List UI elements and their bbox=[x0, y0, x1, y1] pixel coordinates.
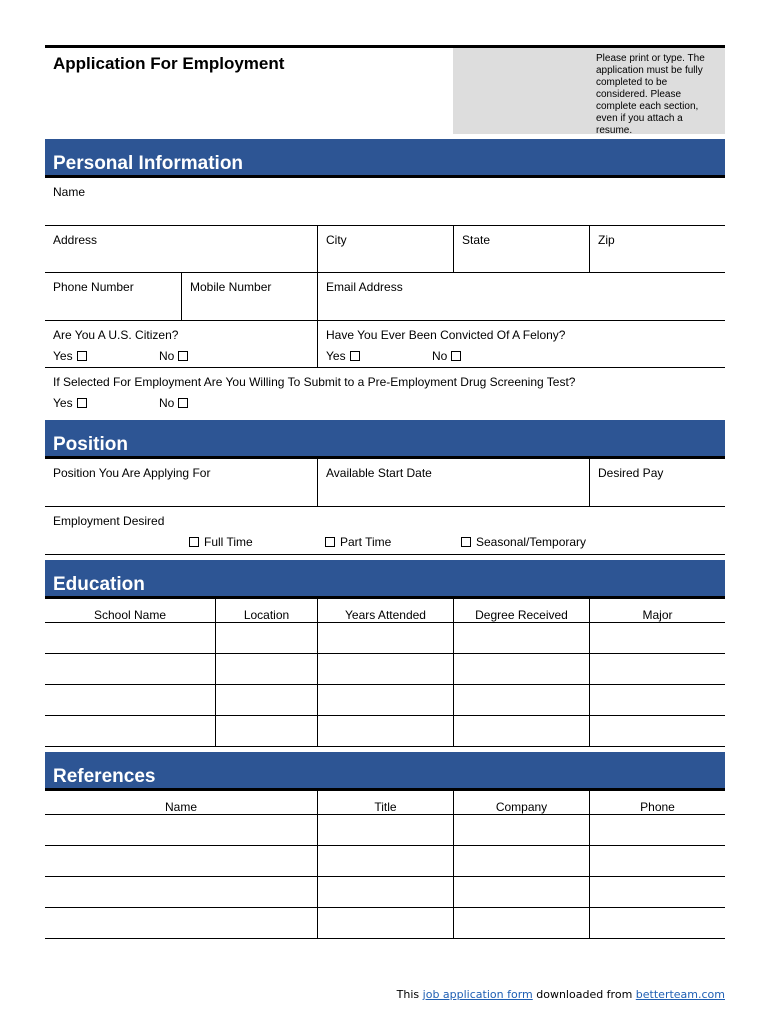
citizen-felony-row bbox=[45, 321, 725, 368]
phone-label: Phone Number bbox=[53, 280, 134, 294]
position-field[interactable] bbox=[45, 459, 317, 506]
education-row bbox=[45, 716, 725, 747]
zip-label: Zip bbox=[598, 233, 615, 247]
footer-middle: downloaded from bbox=[536, 988, 633, 1001]
education-col-major: Major bbox=[589, 599, 725, 622]
education-col-location: Location bbox=[215, 599, 317, 622]
education-row bbox=[45, 654, 725, 685]
city-label: City bbox=[326, 233, 347, 247]
address-field[interactable] bbox=[45, 226, 317, 272]
citizen-yes-option[interactable]: Yes bbox=[53, 349, 87, 363]
form-header bbox=[45, 45, 725, 134]
email-field[interactable] bbox=[317, 273, 725, 320]
name-label: Name bbox=[53, 185, 86, 199]
references-col-phone: Phone bbox=[589, 791, 725, 814]
references-header-row bbox=[45, 791, 725, 815]
citizen-no-option[interactable]: No bbox=[159, 349, 188, 363]
education-row bbox=[45, 623, 725, 654]
citizen-label: Are You A U.S. Citizen? bbox=[53, 328, 179, 342]
citizen-question bbox=[45, 321, 317, 367]
start-date-label: Available Start Date bbox=[326, 466, 432, 480]
drug-no-checkbox[interactable] bbox=[178, 398, 188, 408]
reference-row bbox=[45, 877, 725, 908]
part-time-checkbox[interactable] bbox=[325, 537, 335, 547]
felony-no-option[interactable]: No bbox=[432, 349, 461, 363]
start-date-field[interactable] bbox=[317, 459, 589, 506]
section-references: References bbox=[45, 752, 725, 791]
address-label: Address bbox=[53, 233, 98, 247]
reference-row bbox=[45, 846, 725, 877]
reference-row bbox=[45, 908, 725, 939]
reference-row bbox=[45, 815, 725, 846]
full-time-checkbox[interactable] bbox=[189, 537, 199, 547]
contact-row bbox=[45, 273, 725, 321]
footer-credit bbox=[397, 988, 725, 1001]
felony-yes-checkbox[interactable] bbox=[350, 351, 360, 361]
email-label: Email Address bbox=[326, 280, 403, 294]
drug-yes-checkbox[interactable] bbox=[77, 398, 87, 408]
part-time-option[interactable]: Part Time bbox=[325, 535, 391, 549]
drug-yes-option[interactable]: Yes bbox=[53, 396, 87, 410]
felony-yes-option[interactable]: Yes bbox=[326, 349, 360, 363]
education-col-degree: Degree Received bbox=[453, 599, 589, 622]
references-col-name: Name bbox=[164, 800, 197, 814]
section-education: Education bbox=[45, 560, 725, 599]
position-label: Position You Are Applying For bbox=[53, 466, 211, 480]
footer-prefix: This bbox=[396, 988, 420, 1001]
education-header-row bbox=[45, 599, 725, 623]
instructions-text: Please print or type. The application must be fully completed to be considered. Please complete each section, even if you attach a resume. bbox=[596, 53, 705, 136]
seasonal-checkbox[interactable] bbox=[461, 537, 471, 547]
desired-pay-label: Desired Pay bbox=[598, 466, 664, 480]
education-col-years: Years Attended bbox=[317, 599, 453, 622]
section-personal-information: Personal Information bbox=[45, 139, 725, 178]
state-label: State bbox=[462, 233, 491, 247]
betterteam-link[interactable]: betterteam.com bbox=[635, 988, 725, 1001]
job-application-form-link[interactable]: job application form bbox=[422, 988, 533, 1001]
form-title: Application For Employment bbox=[53, 54, 285, 73]
desired-pay-field[interactable] bbox=[589, 459, 725, 506]
education-col-school: School Name bbox=[93, 608, 167, 622]
full-time-option[interactable]: Full Time bbox=[189, 535, 253, 549]
zip-field[interactable] bbox=[589, 226, 725, 272]
employment-desired-row bbox=[45, 507, 725, 555]
city-field[interactable] bbox=[317, 226, 453, 272]
employment-desired-label: Employment Desired bbox=[53, 514, 165, 528]
section-position: Position bbox=[45, 420, 725, 459]
education-row bbox=[45, 685, 725, 716]
phone-field[interactable] bbox=[45, 273, 181, 320]
drug-test-question bbox=[45, 368, 725, 415]
drug-no-option[interactable]: No bbox=[159, 396, 188, 410]
position-row bbox=[45, 459, 725, 507]
citizen-no-checkbox[interactable] bbox=[178, 351, 188, 361]
mobile-field[interactable] bbox=[181, 273, 317, 320]
application-form bbox=[45, 45, 725, 939]
name-row bbox=[45, 178, 725, 226]
drug-test-label: If Selected For Employment Are You Willing To Submit to a Pre-Employment Drug Screening Test? bbox=[53, 375, 576, 389]
felony-question bbox=[317, 321, 725, 367]
state-field[interactable] bbox=[453, 226, 589, 272]
drug-test-row bbox=[45, 368, 725, 415]
employment-desired bbox=[45, 507, 725, 554]
name-field[interactable] bbox=[45, 178, 725, 225]
seasonal-option[interactable]: Seasonal/Temporary bbox=[461, 535, 586, 549]
mobile-label: Mobile Number bbox=[190, 280, 272, 294]
felony-no-checkbox[interactable] bbox=[451, 351, 461, 361]
references-col-company: Company bbox=[453, 791, 589, 814]
felony-label: Have You Ever Been Convicted Of A Felony? bbox=[326, 328, 566, 342]
address-row bbox=[45, 226, 725, 273]
instructions-box bbox=[453, 48, 725, 134]
references-col-title: Title bbox=[317, 791, 453, 814]
citizen-yes-checkbox[interactable] bbox=[77, 351, 87, 361]
